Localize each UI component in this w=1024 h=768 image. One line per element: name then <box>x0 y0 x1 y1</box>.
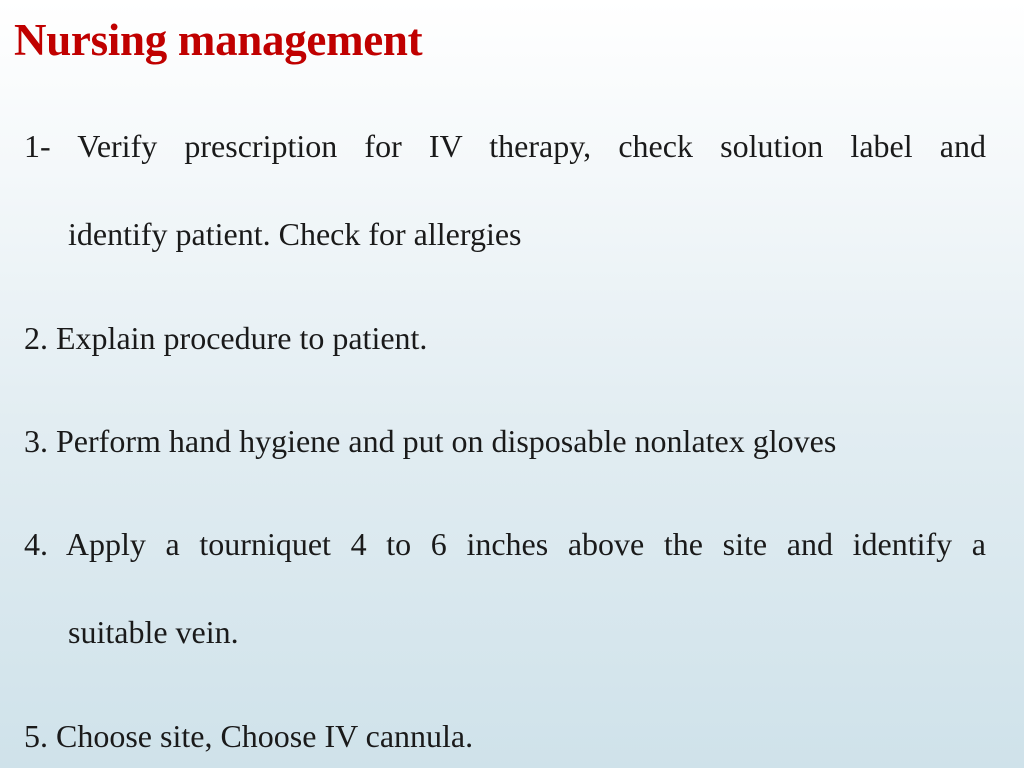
item-2: 2. Explain procedure to patient. <box>24 320 428 356</box>
item-1-line-2: identify patient. Check for allergies <box>68 216 522 252</box>
slide-title: Nursing management <box>14 15 423 65</box>
item-4-line-2: suitable vein. <box>68 614 239 650</box>
item-4-line-1: 4. Apply a tourniquet 4 to 6 inches above the site and identify a <box>24 526 986 562</box>
item-1-line-1: 1- Verify prescription for IV therapy, check solution label and <box>24 128 986 164</box>
item-5: 5. Choose site, Choose IV cannula. <box>24 718 474 754</box>
item-3: 3. Perform hand hygiene and put on disposable nonlatex gloves <box>24 423 837 459</box>
